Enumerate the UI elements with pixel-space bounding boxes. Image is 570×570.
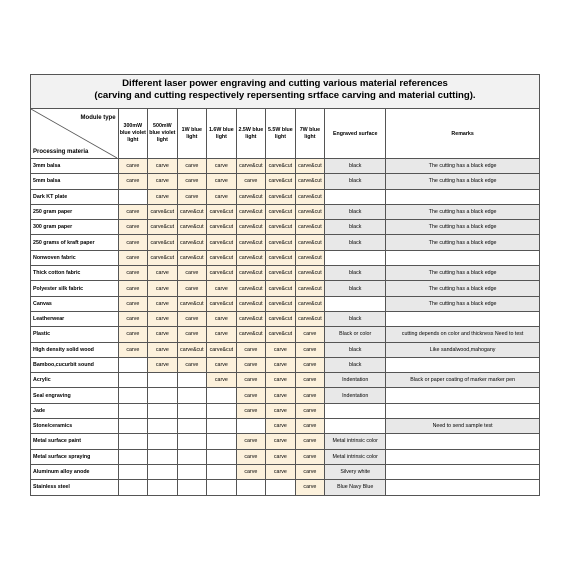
process-cell: carve&cut <box>177 235 207 250</box>
material-reference-table <box>30 108 540 496</box>
process-cell: carve&cut <box>236 189 266 204</box>
process-cell <box>207 480 237 495</box>
process-cell: carve <box>177 266 207 281</box>
process-cell: carve&cut <box>148 235 178 250</box>
engraved-surface-cell: black <box>325 159 386 174</box>
table-row <box>31 434 540 449</box>
process-cell: carve&cut <box>266 311 296 326</box>
process-cell <box>148 419 178 434</box>
process-cell: carve <box>236 174 266 189</box>
process-cell: carve&cut <box>295 159 325 174</box>
process-cell: carve <box>295 388 325 403</box>
process-cell: carve <box>177 159 207 174</box>
process-cell <box>148 403 178 418</box>
process-cell <box>118 434 148 449</box>
remarks-cell: The cutting has a black edge <box>386 266 540 281</box>
process-cell: carve <box>148 266 178 281</box>
process-cell: carve <box>148 189 178 204</box>
process-cell: carve&cut <box>177 204 207 219</box>
process-cell: carve&cut <box>236 250 266 265</box>
process-cell <box>207 464 237 479</box>
material-cell: Aluminum alloy anode <box>31 464 119 479</box>
material-cell: Stainless steel <box>31 480 119 495</box>
power-header: 500mW blue violet light <box>148 109 178 159</box>
table-row <box>31 449 540 464</box>
process-cell <box>118 403 148 418</box>
material-cell: 3mm balsa <box>31 159 119 174</box>
engraved-surface-cell <box>325 419 386 434</box>
process-cell: carve <box>148 281 178 296</box>
process-cell: carve <box>207 174 237 189</box>
process-cell <box>177 480 207 495</box>
process-cell: carve <box>295 419 325 434</box>
material-cell: Canvas <box>31 296 119 311</box>
engraved-surface-cell: black <box>325 342 386 357</box>
process-cell: carve&cut <box>295 235 325 250</box>
process-cell: carve&cut <box>236 159 266 174</box>
module-type-label: Module type <box>80 115 116 121</box>
remarks-cell: The cutting has a black edge <box>386 159 540 174</box>
material-cell: Thick cotton fabric <box>31 266 119 281</box>
remarks-cell: The cutting has a black edge <box>386 174 540 189</box>
process-cell <box>118 357 148 372</box>
process-cell: carve&cut <box>207 220 237 235</box>
material-cell: Bamboo,cucurbit sound <box>31 357 119 372</box>
process-cell: carve <box>177 281 207 296</box>
process-cell: carve&cut <box>266 327 296 342</box>
process-cell: carve <box>266 357 296 372</box>
process-cell: carve&cut <box>177 342 207 357</box>
remarks-cell: Black or paper coating of marker marker pen <box>386 373 540 388</box>
process-cell: carve&cut <box>266 220 296 235</box>
table-row <box>31 403 540 418</box>
process-cell: carve <box>148 311 178 326</box>
process-cell: carve <box>118 327 148 342</box>
process-cell: carve <box>295 327 325 342</box>
material-cell: Dark KT plate <box>31 189 119 204</box>
remarks-cell: Like sandalwood,mahogany <box>386 342 540 357</box>
engraved-surface-cell: Indentation <box>325 373 386 388</box>
remarks-cell <box>386 403 540 418</box>
engraved-surface-cell: black <box>325 174 386 189</box>
process-cell: carve <box>295 403 325 418</box>
power-header: 300mW blue violet light <box>118 109 148 159</box>
process-cell <box>207 449 237 464</box>
process-cell: carve <box>118 204 148 219</box>
process-cell <box>118 388 148 403</box>
table-row <box>31 327 540 342</box>
process-cell: carve&cut <box>207 235 237 250</box>
process-cell: carve <box>266 403 296 418</box>
process-cell: carve&cut <box>148 220 178 235</box>
engraved-surface-cell: Indentation <box>325 388 386 403</box>
material-cell: Leatherwear <box>31 311 119 326</box>
process-cell: carve <box>177 357 207 372</box>
table-row <box>31 342 540 357</box>
process-cell: carve&cut <box>236 327 266 342</box>
material-cell: Jade <box>31 403 119 418</box>
engraved-surface-cell: Blue Navy Blue <box>325 480 386 495</box>
process-cell: carve <box>207 373 237 388</box>
process-cell: carve&cut <box>177 250 207 265</box>
process-cell <box>236 480 266 495</box>
process-cell: carve <box>118 250 148 265</box>
process-cell: carve&cut <box>266 235 296 250</box>
table-row <box>31 235 540 250</box>
process-cell: carve <box>207 159 237 174</box>
power-header: 1W blue light <box>177 109 207 159</box>
remarks-cell: The cutting has a black edge <box>386 296 540 311</box>
process-cell <box>118 373 148 388</box>
material-cell: Seal engraving <box>31 388 119 403</box>
process-cell: carve <box>295 373 325 388</box>
process-cell: carve <box>295 449 325 464</box>
engraved-surface-cell: Silvery white <box>325 464 386 479</box>
process-cell: carve <box>207 357 237 372</box>
process-cell: carve <box>148 357 178 372</box>
table-row <box>31 189 540 204</box>
processing-material-label: Processing materia <box>33 149 89 155</box>
reference-sheet <box>30 74 540 502</box>
power-header: 1.6W blue light <box>207 109 237 159</box>
process-cell: carve <box>266 464 296 479</box>
remarks-cell <box>386 464 540 479</box>
material-cell: Metal surface spraying <box>31 449 119 464</box>
process-cell: carve&cut <box>295 174 325 189</box>
engraved-surface-cell: black <box>325 281 386 296</box>
process-cell: carve <box>148 159 178 174</box>
remarks-cell: cutting depends on color and thickness Need to test <box>386 327 540 342</box>
process-cell <box>148 449 178 464</box>
process-cell: carve <box>118 311 148 326</box>
process-cell: carve&cut <box>295 250 325 265</box>
process-cell: carve&cut <box>148 250 178 265</box>
process-cell <box>118 449 148 464</box>
process-cell: carve <box>266 419 296 434</box>
remarks-cell <box>386 449 540 464</box>
process-cell: carve <box>118 281 148 296</box>
process-cell <box>148 388 178 403</box>
process-cell: carve <box>236 342 266 357</box>
process-cell: carve <box>266 434 296 449</box>
engraved-surface-cell: black <box>325 311 386 326</box>
engraved-surface-cell: Black or color <box>325 327 386 342</box>
process-cell: carve <box>236 464 266 479</box>
process-cell <box>118 464 148 479</box>
process-cell: carve <box>236 357 266 372</box>
table-row <box>31 311 540 326</box>
process-cell <box>207 434 237 449</box>
process-cell <box>177 403 207 418</box>
material-cell: 300 gram paper <box>31 220 119 235</box>
process-cell: carve&cut <box>266 204 296 219</box>
process-cell: carve&cut <box>207 250 237 265</box>
process-cell: carve&cut <box>295 189 325 204</box>
process-cell: carve <box>148 174 178 189</box>
process-cell: carve&cut <box>295 220 325 235</box>
table-row <box>31 174 540 189</box>
process-cell: carve <box>118 296 148 311</box>
material-cell: Acrylic <box>31 373 119 388</box>
table-row <box>31 419 540 434</box>
process-cell: carve&cut <box>266 174 296 189</box>
process-cell: carve <box>118 174 148 189</box>
material-cell: Stone/ceramics <box>31 419 119 434</box>
process-cell: carve <box>295 480 325 495</box>
process-cell <box>207 419 237 434</box>
process-cell: carve <box>236 403 266 418</box>
process-cell: carve&cut <box>295 266 325 281</box>
process-cell: carve <box>295 434 325 449</box>
engraved-surface-cell: black <box>325 357 386 372</box>
process-cell <box>118 189 148 204</box>
process-cell: carve <box>177 174 207 189</box>
remarks-cell: Need to send sample test <box>386 419 540 434</box>
process-cell: carve <box>295 342 325 357</box>
material-cell: 250 grams of kraft paper <box>31 235 119 250</box>
table-row <box>31 159 540 174</box>
process-cell: carve&cut <box>236 281 266 296</box>
material-cell: 5mm balsa <box>31 174 119 189</box>
process-cell: carve <box>295 464 325 479</box>
engraved-surface-cell <box>325 296 386 311</box>
process-cell: carve&cut <box>266 266 296 281</box>
material-cell: Nonwoven fabric <box>31 250 119 265</box>
remarks-cell <box>386 480 540 495</box>
process-cell: carve&cut <box>236 266 266 281</box>
process-cell <box>118 419 148 434</box>
process-cell <box>177 419 207 434</box>
engraved-surface-cell: black <box>325 266 386 281</box>
process-cell: carve <box>177 311 207 326</box>
process-cell: carve&cut <box>295 311 325 326</box>
engraved-surface-cell <box>325 403 386 418</box>
engraved-surface-cell: Metal intrinsic color <box>325 449 386 464</box>
table-row <box>31 281 540 296</box>
table-row <box>31 373 540 388</box>
process-cell: carve <box>236 434 266 449</box>
process-cell <box>118 480 148 495</box>
process-cell <box>177 373 207 388</box>
table-row <box>31 296 540 311</box>
material-cell: Polyester silk fabric <box>31 281 119 296</box>
process-cell: carve <box>236 449 266 464</box>
title-line-2: (carving and cutting respectively repersenting srtface carving and material cutting). <box>94 90 476 101</box>
remarks-cell <box>386 189 540 204</box>
material-cell: Metal surface paint <box>31 434 119 449</box>
title-line-1: Different laser power engraving and cutting various material references <box>122 78 448 89</box>
process-cell: carve&cut <box>266 296 296 311</box>
table-title <box>30 74 540 109</box>
remarks-cell: The cutting has a black edge <box>386 204 540 219</box>
engraved-surface-header: Engraved surface <box>325 109 386 159</box>
process-cell: carve <box>177 327 207 342</box>
process-cell: carve <box>177 189 207 204</box>
remarks-cell: The cutting has a black edge <box>386 235 540 250</box>
remarks-cell: The cutting has a black edge <box>386 281 540 296</box>
process-cell: carve <box>207 311 237 326</box>
process-cell: carve <box>266 449 296 464</box>
material-cell: Plastic <box>31 327 119 342</box>
process-cell: carve&cut <box>295 281 325 296</box>
remarks-cell <box>386 357 540 372</box>
process-cell <box>177 464 207 479</box>
process-cell: carve <box>266 342 296 357</box>
process-cell: carve <box>118 266 148 281</box>
process-cell: carve <box>266 373 296 388</box>
remarks-cell <box>386 434 540 449</box>
process-cell <box>177 388 207 403</box>
process-cell: carve&cut <box>207 296 237 311</box>
process-cell: carve <box>118 220 148 235</box>
power-header: 5.5W blue light <box>266 109 296 159</box>
table-row <box>31 266 540 281</box>
process-cell <box>266 480 296 495</box>
header-diagonal-cell <box>31 109 119 159</box>
process-cell: carve&cut <box>266 250 296 265</box>
engraved-surface-cell: black <box>325 220 386 235</box>
table-row <box>31 220 540 235</box>
engraved-surface-cell: Metal intrinsic color <box>325 434 386 449</box>
remarks-header: Remarks <box>386 109 540 159</box>
remarks-cell <box>386 311 540 326</box>
process-cell: carve <box>118 159 148 174</box>
process-cell: carve&cut <box>295 296 325 311</box>
process-cell: carve&cut <box>266 281 296 296</box>
process-cell: carve <box>148 342 178 357</box>
table-row <box>31 480 540 495</box>
table-row <box>31 464 540 479</box>
process-cell <box>236 419 266 434</box>
process-cell: carve&cut <box>207 342 237 357</box>
engraved-surface-cell: black <box>325 204 386 219</box>
process-cell: carve&cut <box>177 296 207 311</box>
process-cell: carve&cut <box>236 235 266 250</box>
material-cell: 250 gram paper <box>31 204 119 219</box>
process-cell: carve <box>236 373 266 388</box>
process-cell: carve <box>118 342 148 357</box>
engraved-surface-cell <box>325 250 386 265</box>
process-cell <box>148 480 178 495</box>
process-cell <box>177 449 207 464</box>
process-cell: carve <box>266 388 296 403</box>
process-cell: carve <box>148 296 178 311</box>
remarks-cell <box>386 250 540 265</box>
process-cell <box>207 388 237 403</box>
process-cell: carve&cut <box>148 204 178 219</box>
process-cell: carve&cut <box>236 204 266 219</box>
process-cell: carve <box>207 189 237 204</box>
process-cell: carve&cut <box>236 296 266 311</box>
process-cell <box>177 434 207 449</box>
power-header: 2.5W blue light <box>236 109 266 159</box>
power-header: 7W blue light <box>295 109 325 159</box>
remarks-cell <box>386 388 540 403</box>
process-cell: carve&cut <box>236 220 266 235</box>
process-cell: carve&cut <box>266 159 296 174</box>
table-row <box>31 250 540 265</box>
header-row <box>31 109 540 159</box>
process-cell <box>148 434 178 449</box>
process-cell: carve <box>207 327 237 342</box>
remarks-cell: The cutting has a black edge <box>386 220 540 235</box>
engraved-surface-cell: black <box>325 235 386 250</box>
process-cell: carve <box>236 388 266 403</box>
process-cell: carve&cut <box>295 204 325 219</box>
process-cell <box>148 464 178 479</box>
process-cell <box>148 373 178 388</box>
engraved-surface-cell <box>325 189 386 204</box>
process-cell: carve <box>148 327 178 342</box>
process-cell: carve <box>118 235 148 250</box>
table-row <box>31 388 540 403</box>
process-cell: carve <box>207 281 237 296</box>
process-cell: carve&cut <box>236 311 266 326</box>
process-cell <box>207 403 237 418</box>
table-row <box>31 357 540 372</box>
process-cell: carve&cut <box>177 220 207 235</box>
process-cell: carve&cut <box>207 204 237 219</box>
table-row <box>31 204 540 219</box>
process-cell: carve&cut <box>266 189 296 204</box>
material-cell: High density solid wood <box>31 342 119 357</box>
process-cell: carve&cut <box>207 266 237 281</box>
process-cell: carve <box>295 357 325 372</box>
